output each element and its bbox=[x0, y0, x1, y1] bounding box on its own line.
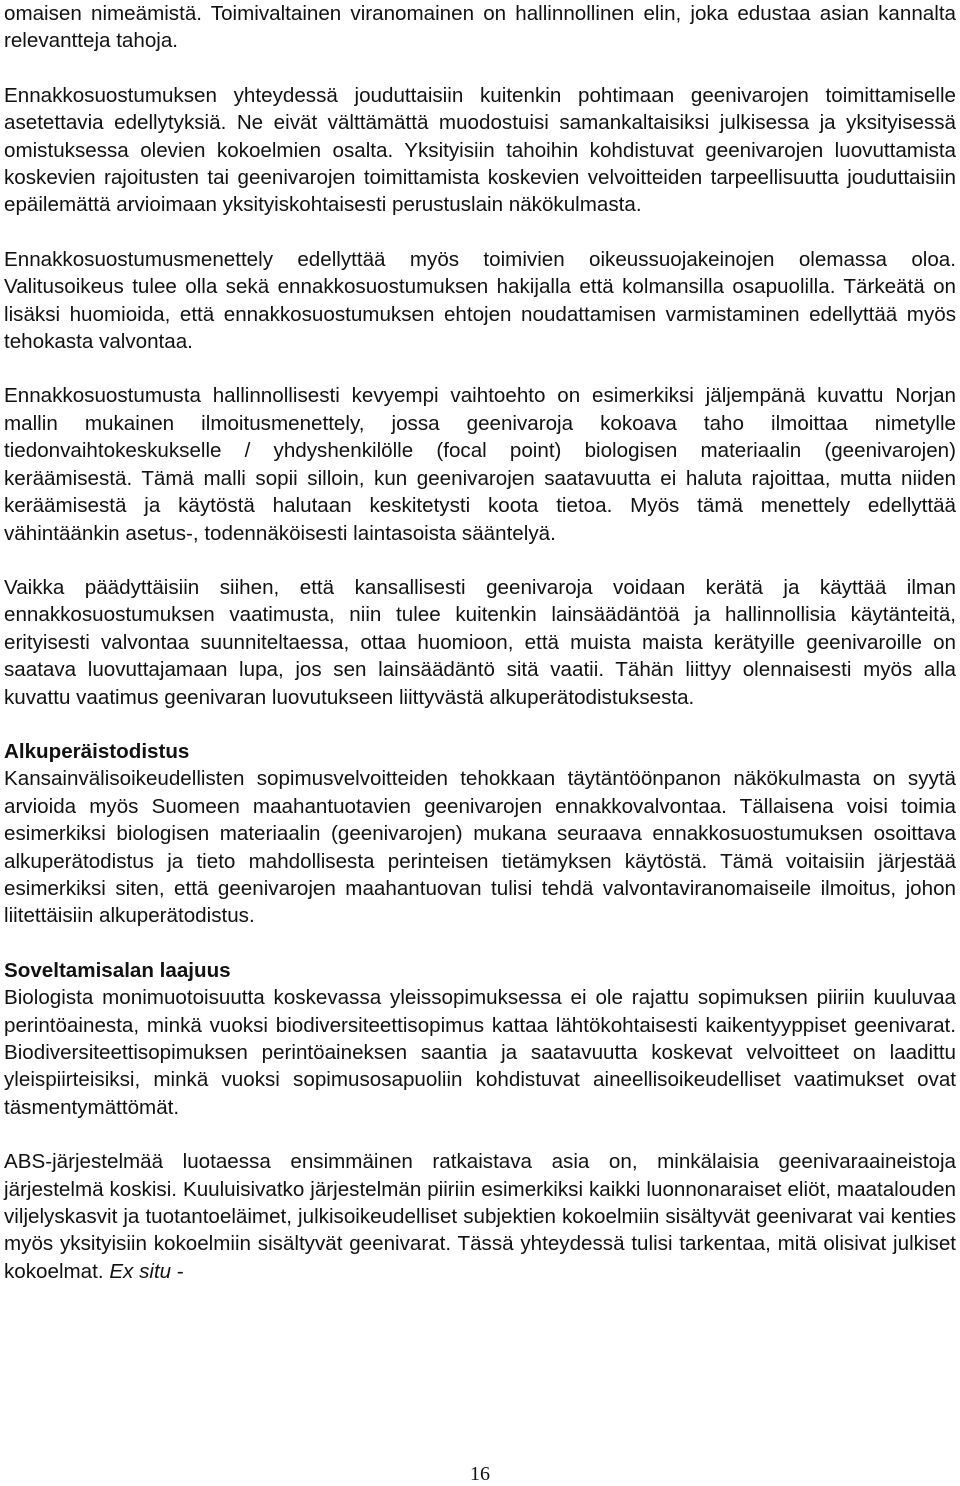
section-heading-scope: Soveltamisalan laajuus bbox=[4, 958, 231, 982]
paragraph-1: omaisen nimeämistä. Toimivaltainen viranomainen on hallinnollinen elin, joka edustaa asian kannalta relevantteja tahoja. bbox=[4, 2, 956, 53]
paragraph-7: Biologista monimuotoisuutta koskevassa yleissopimuksessa ei ole rajattu sopimuksen piiriin kuuluvaa perintöainesta, minkä vuoksi biodiversiteettisopimus kattaa lähtökohtaisesti kaikentyyppiset geenivarat. Biodiversiteettisopimuksen perintöaineksen saantia ja saatavuutta koskevat velvoitteet on laadittu yleispiirteisiksi, minkä vuoksi sopimusosapuoliin kohdistuvat aineellisoikeudelliset vaatimukset ovat täsmentymättömät. bbox=[4, 986, 956, 1119]
paragraph-8-italic: Ex situ bbox=[109, 1259, 172, 1283]
paragraph-2: Ennakkosuostumuksen yhteydessä jouduttaisiin kuitenkin pohtimaan geenivarojen toimittamiselle asetettavia edellytyksiä. Ne eivät välttämättä muodostuisi samankaltaisiksi julkisessa ja yksityisessä omistuksessa olevien kokoelmien osalta. Yksityisiin tahoihin kohdistuvat geenivarojen luovuttamista koskevien rajoitusten tai geenivarojen toimittamista koskevien velvoitteiden tarpeellisuutta jouduttaisiin epäilemättä arvioimaan yksityiskohtaisesti perustuslain näkökulmasta. bbox=[4, 83, 956, 217]
paragraph-4: Ennakkosuostumusta hallinnollisesti kevyempi vaihtoehto on esimerkiksi jäljempänä kuvattu Norjan mallin mukainen ilmoitusmenettely, jossa geenivaroja kokoava taho ilmoittaa nimetylle tiedonvaihtokeskukselle / yhdyshenkilölle (focal point) biologisen materiaalin (geenivarojen) keräämisestä. Tämä malli sopii silloin, kun geenivarojen saatavuutta ei haluta rajoittaa, mutta niiden keräämisestä ja käytöstä halutaan keskitetysti koota tietoa. Myös tämä menettely edellyttää vähintäänkin asetus-, todennäköisesti laintasoista sääntelyä. bbox=[4, 384, 956, 545]
paragraph-8-tail: - bbox=[171, 1259, 184, 1283]
page-number: 16 bbox=[470, 1463, 490, 1485]
section-heading-origin-certificate: Alkuperäistodistus bbox=[4, 739, 190, 763]
paragraph-8-text: ABS-järjestelmää luotaessa ensimmäinen ratkaistava asia on, minkälaisia geenivaraaineistoja järjestelmä koskisi. Kuuluisivatko järjestelmän piiriin esimerkiksi kaikki luonnonaraiset eliöt, maatalouden viljelyskasvit ja tuotantoeläimet, julkisoikeudelliset subjektien kokoelmiin sisältyvät geenivarat vai kenties myös yksityisiin kokoelmiin sisältyvät geenivarat. Tässä yhteydessä tulisi tarkentaa, mitä olisivat julkiset kokoelmat. bbox=[4, 1150, 956, 1283]
document-page bbox=[4, 0, 956, 1285]
paragraph-6: Kansainvälisoikeudellisten sopimusvelvoitteiden tehokkaan täytäntöönpanon näkökulmasta on syytä arvioida myös Suomeen maahantuotavien geenivarojen ennakkovalvontaa. Tällaisena voisi toimia esimerkiksi biologisen materiaalin (geenivarojen) mukana seuraava ennakkosuostumuksen osoittava alkuperätodistus ja tieto mahdollisesta perinteisen tietämyksen käytöstä. Tämä voitaisiin järjestää esimerkiksi siten, että geenivarojen maahantuovan tulisi tehdä valvontaviranomaiseile ilmoitus, johon liitettäisiin alkuperätodistus. bbox=[4, 767, 956, 928]
paragraph-8 bbox=[4, 1148, 956, 1285]
paragraph-3: Ennakkosuostumusmenettely edellyttää myös toimivien oikeussuojakeinojen olemassa oloa. Valitusoikeus tulee olla sekä ennakkosuostumuksen hakijalla että kolmansilla osapuolilla. Tärkeätä on lisäksi huomioida, että ennakkosuostumuksen ehtojen noudattamisen varmistaminen edellyttää myös tehokasta valvontaa. bbox=[4, 247, 956, 354]
paragraph-5: Vaikka päädyttäisiin siihen, että kansallisesti geenivaroja voidaan kerätä ja käyttää ilman ennakkosuostumuksen vaatimusta, niin tulee kuitenkin lainsäädäntöä ja hallinnollisia käytänteitä, erityisesti valvontaa suunniteltaessa, ottaa huomioon, että muista maista kerätyille geenivaroille on saatava luovuttajamaan lupa, jos sen lainsäädäntö sitä vaatii. Tähän liittyy olennaisesti myös alla kuvattu vaatimus geenivaran luovutukseen liittyvästä alkuperätodistuksesta. bbox=[4, 575, 956, 709]
